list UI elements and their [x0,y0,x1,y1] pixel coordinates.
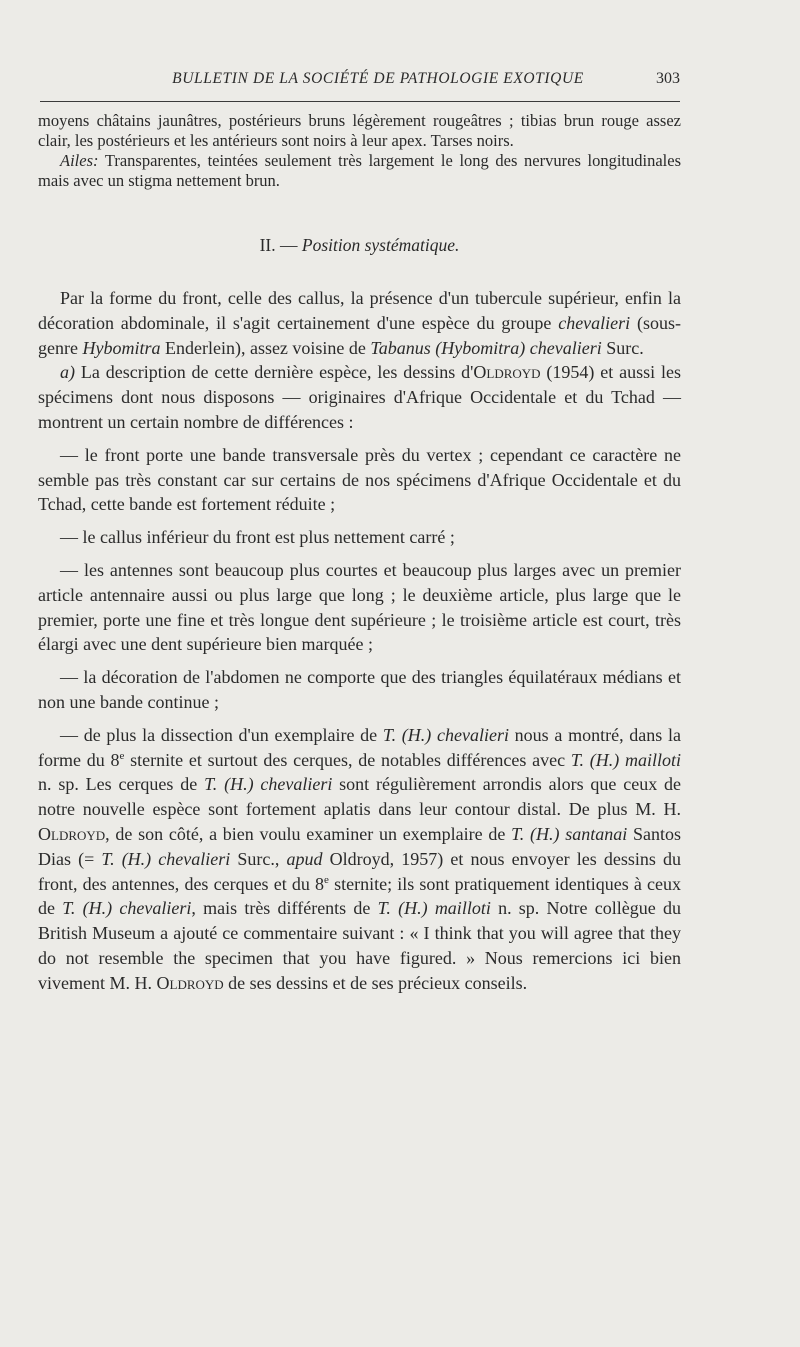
item-letter: a) [60,362,75,383]
taxon-name: T. (H.) chevalieri [101,848,231,869]
taxon-name: T. (H.) mailloti [570,749,682,770]
article-body [38,111,681,996]
paragraph-front-band: — le front porte une bande transversale près du vertex ; cependant ce caractère ne semble pas très constant car sur certains de nos spécimens d'Afrique Occidentale et du Tchad, cette bande est fortement réduite ; [38,444,681,515]
text-run: nous a montré, dans la forme du 8 [38,724,681,770]
text-run: Surc. [601,337,644,358]
text-run: Surc., [230,848,287,869]
paragraph-2 [38,360,681,434]
text-run: Par la forme du front, celle des callus, la présence d'un tubercule supérieur, enfin la décoration abdominale, il s'agit certainement d'une espèce du groupe [38,288,681,333]
text-run: n. sp. Les cerques de [38,774,205,795]
running-title: BULLETIN DE LA SOCIÉTÉ DE PATHOLOGIE EXOTIQUE [172,70,584,87]
ordinal-suffix: e [119,749,125,762]
text-run: sont régulièrement arrondis alors que ceux de notre nouvelle espèce sont fortement aplatis dans leur contour distal. De plus M. H. [38,774,682,820]
text-run: (sous-genre [38,312,681,358]
taxon-name: T. (H.) chevalieri [382,724,509,745]
taxon-name: Tabanus (Hybomitra) chevalieri [370,337,602,358]
text-run: Oldroyd, 1957) et nous envoyer les dessins du front, des antennes, des cerques et du 8 [38,848,681,894]
author-name: Oldroyd [473,362,541,383]
page-number: 303 [656,70,680,87]
taxon-name: T. (H.) mailloti [377,898,491,919]
text-run: La description de cette dernière espèce, les dessins d' [75,362,474,383]
text-run: , de son côté, a bien voulu examiner un exemplaire de [105,823,512,844]
text-run: n. sp. Notre collègue du British Museum a ajouté ce commentaire suivant : « I think that you will agree that they do not resemble the specimen that you have figured. » Nous remercions ici bien vivement M. H. [38,898,681,993]
text-run: , mais très différents de [191,898,378,919]
paragraph-callus: — le callus inférieur du front est plus nettement carré ; [60,527,455,548]
text-run: Enderlein), assez voisine de [160,337,371,358]
paragraph-abdomen: — la décoration de l'abdomen ne comporte que des triangles équilatéraux médians et non une bande continue ; [38,667,681,712]
systematic-position-text [38,286,681,996]
legs-paragraph: moyens châtains jaunâtres, postérieurs bruns légèrement rougeâtres ; tibias brun rouge assez clair, les postérieurs et les antérieurs sont noirs à leur apex. Tarses noirs. [38,111,681,150]
taxon-name: chevalieri [558,312,631,333]
description-continuation [38,111,681,191]
taxon-name: T. (H.) chevalieri [62,898,192,919]
text-run: sternite et surtout des cerques, de notables différences avec [124,749,571,770]
author-name: Oldroyd [38,823,106,844]
taxon-name: T. (H.) chevalieri [204,774,333,795]
paragraph-dissection [38,723,681,996]
section-number: II. — [259,235,302,255]
section-heading [38,235,681,256]
paragraph-1 [38,286,681,360]
section-title: Position systématique. [301,235,460,255]
latin-term: apud [286,848,323,869]
wings-text: Transparentes, teintées seulement très largement le long des nervures longitudinales mais avec un stigma nettement brun. [38,151,681,190]
text-run: sternite; ils sont pratiquement identiques à ceux de [38,873,681,919]
author-name: Oldroyd [156,972,224,993]
text-run: (1954) et aussi les spécimens dont nous disposons — originaires d'Afrique Occidentale et du Tchad — montrent un certain nombre de différences : [38,362,681,432]
ordinal-suffix: e [324,873,329,886]
taxon-name: T. (H.) santanai [511,823,628,844]
text-run: — de plus la dissection d'un exemplaire de [60,724,383,745]
taxon-name: Hybomitra [82,337,161,358]
wings-label: Ailes: [60,151,99,170]
wings-paragraph [38,151,681,191]
running-header [40,70,680,88]
text-run: Santos Dias (= [38,823,681,869]
header-rule [40,101,680,102]
paragraph-antennae: — les antennes sont beaucoup plus courtes et beaucoup plus larges avec un premier article antennaire aussi ou plus large que long ; le deuxième article, plus large que le premier, porte une fine et très longue dent supérieure ; le troisième article est court, très élargi avec une dent supérieure bien marquée ; [38,559,681,655]
text-run: de ses dessins et de ses précieux conseils. [223,972,528,993]
